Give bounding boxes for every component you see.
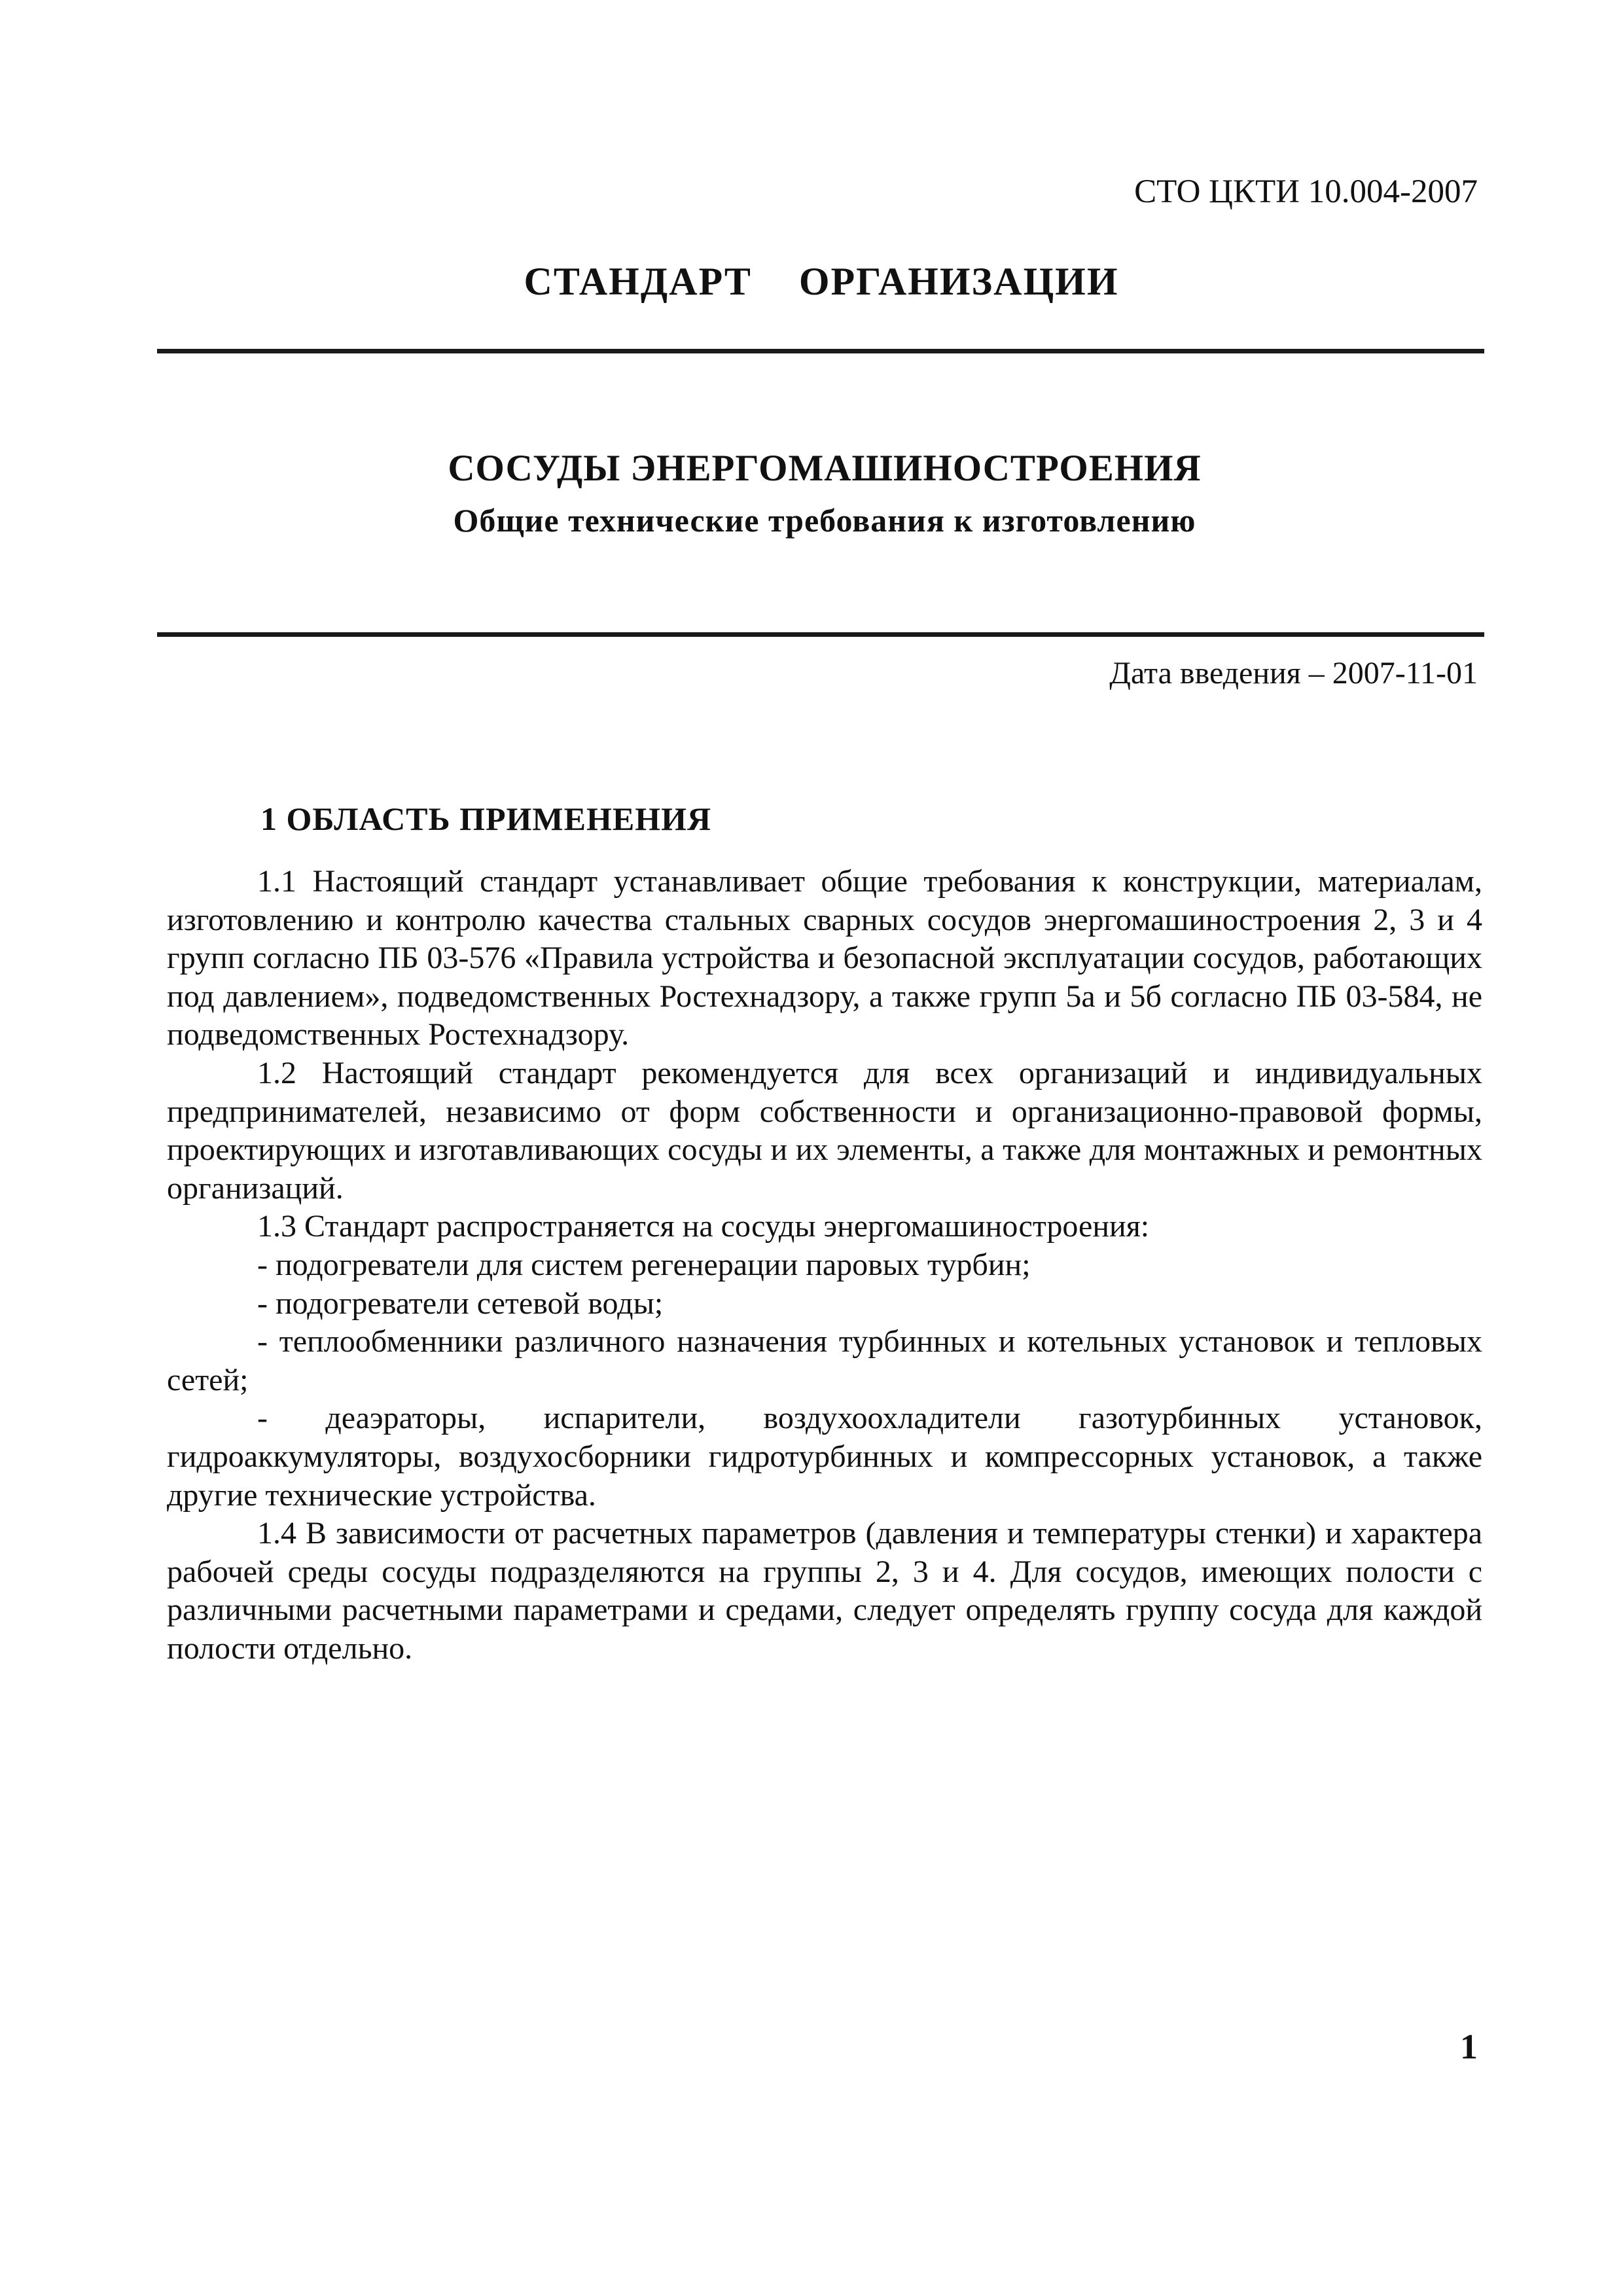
page-number: 1 <box>1460 2027 1478 2066</box>
document-title: СОСУДЫ ЭНЕРГОМАШИНОСТРОЕНИЯ <box>448 448 1202 489</box>
bottom-divider <box>157 632 1484 637</box>
list-item-heat-exchangers: - теплообменники различного назначения турбинных и котельных установок и тепловых сетей; <box>167 1324 1482 1397</box>
paragraph-1-2: 1.2 Настоящий стандарт рекомендуется для всех организаций и индивидуальных предпринимателей, независимо от форм собственности и организационно-правовой формы, проектирующих и изготавливающих сосуды и их элементы, а также для монтажных и ремонтных организаций. <box>167 1055 1482 1206</box>
standard-title <box>0 262 1623 301</box>
list-item-deaerators: - деаэраторы, испарители, воздухоохладители газотурбинных установок, гидроаккумуляторы, воздухосборники гидротурбинных и компрессорных установок, а также другие технические устройства. <box>167 1401 1482 1513</box>
paragraph-1-1: 1.1 Настоящий стандарт устанавливает общие требования к конструкции, материалам, изготовлению и контролю качества стальных сварных сосудов энергомашиностроения 2, 3 и 4 групп согласно ПБ 03-576 «Правила устройства и безопасной эксплуатации сосудов, работающих под давлением», подведомственных Ростехнадзору, а также групп 5а и 5б согласно ПБ 03-584, не подведомственных Ростехнадзору. <box>167 864 1482 1052</box>
introduction-date: Дата введения – 2007-11-01 <box>1109 656 1478 691</box>
section-heading: 1 ОБЛАСТЬ ПРИМЕНЕНИЯ <box>260 800 712 837</box>
paragraph-1-3: 1.3 Стандарт распространяется на сосуды энергомашиностроения: <box>257 1209 1150 1244</box>
top-divider <box>157 349 1484 353</box>
document-subtitle: Общие технические требования к изготовлению <box>453 502 1196 539</box>
standard-title-word-1: СТАНДАРТ <box>524 260 752 303</box>
section-body <box>167 863 1482 1668</box>
list-item-heaters-network-water: - подогреватели сетевой воды; <box>257 1285 664 1321</box>
document-code: СТО ЦКТИ 10.004-2007 <box>1134 173 1478 210</box>
paragraph-1-4: 1.4 В зависимости от расчетных параметров (давления и температуры стенки) и характера рабочей среды сосуды подразделяются на группы 2, 3 и 4. Для сосудов, имеющих полости с различными расчетными параметрами и средами, следует определять группу сосуда для каждой полости отдельно. <box>167 1516 1482 1666</box>
standard-title-word-2: ОРГАНИЗАЦИИ <box>798 260 1119 303</box>
list-item-heaters-regeneration: - подогреватели для систем регенерации паровых турбин; <box>257 1247 1031 1282</box>
